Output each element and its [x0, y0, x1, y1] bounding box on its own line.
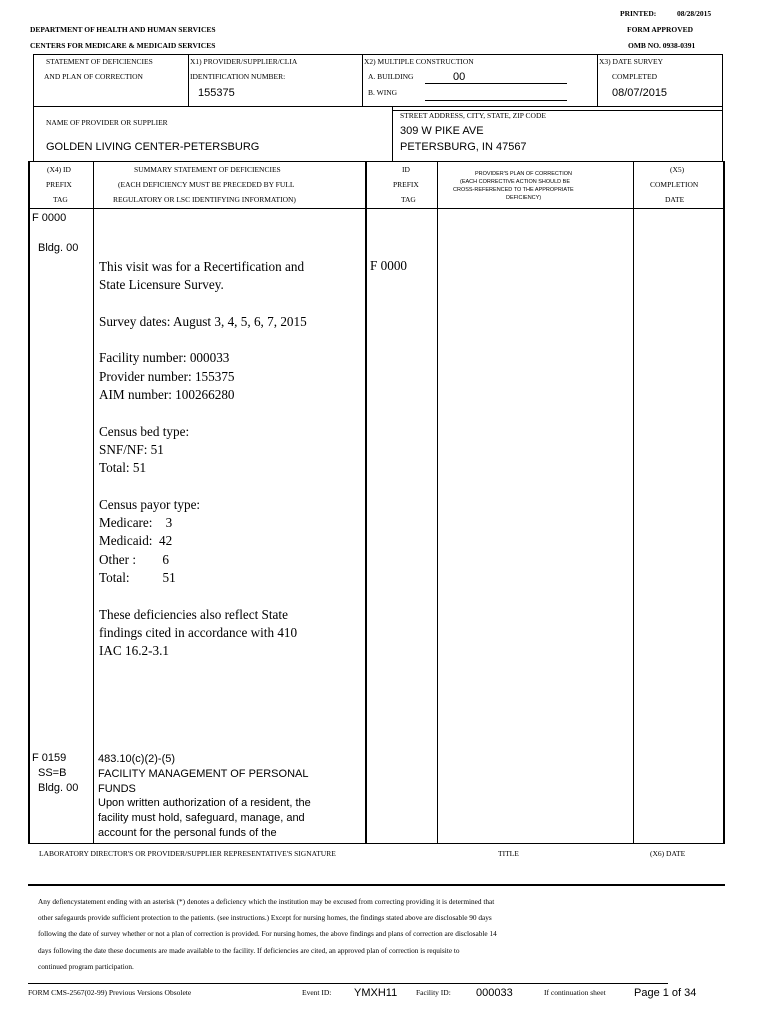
- x3-label-2: COMPLETED: [612, 72, 657, 81]
- page-number: Page 1 of 34: [634, 987, 697, 999]
- x5-date-label: DATE: [665, 195, 685, 204]
- summary-line: FACILITY MANAGEMENT OF PERSONAL: [98, 767, 309, 780]
- title-label: TITLE: [498, 849, 519, 858]
- plan-label-3: CROSS-REFERENCED TO THE APPROPRIATE: [453, 187, 574, 193]
- plan-label-4: DEFICIENCY): [506, 195, 542, 201]
- facility-id-label: Facility ID:: [416, 988, 451, 997]
- frame-left: [33, 54, 34, 106]
- plan-label: AND PLAN OF CORRECTION: [44, 72, 143, 81]
- deficiency-tag-2: F 0159: [32, 752, 67, 764]
- survey-date-value: 08/07/2015: [612, 87, 668, 99]
- summary-line: Medicaid: 42: [99, 533, 173, 549]
- summary-line: [99, 478, 307, 496]
- scope-severity: SS=B: [38, 767, 67, 779]
- disclaimer-line: following the date of survey whether or not a plan of correction is provided. For nursing homes, the above findings and plans of correction are disclosable 14: [38, 929, 497, 939]
- provider-divider: [392, 106, 393, 161]
- facility-id-value: 000033: [476, 987, 513, 999]
- signature-label: LABORATORY DIRECTOR'S OR PROVIDER/SUPPLIER REPRESENTATIVE'S SIGNATURE: [39, 849, 336, 858]
- summary-line: Upon written authorization of a resident, the: [98, 797, 311, 810]
- summary-line: Other : 6: [99, 551, 169, 567]
- body-bottom-rule: [29, 843, 725, 844]
- statement-label: STATEMENT OF DEFICIENCIES: [46, 57, 153, 66]
- correction-tag-1: F 0000: [370, 258, 408, 273]
- wing-label: B. WING: [368, 88, 398, 97]
- summary-line: [99, 295, 307, 313]
- divider-x2: [362, 54, 363, 106]
- centers-title: CENTERS FOR MEDICARE & MEDICAID SERVICES: [30, 41, 216, 50]
- provider-right: [722, 106, 723, 161]
- continuation-label: If continuation sheet: [544, 988, 606, 997]
- provider-name-label: NAME OF PROVIDER OR SUPPLIER: [46, 118, 168, 127]
- address-line-1: 309 W PIKE AVE: [400, 125, 484, 137]
- x4-id-label: (X4) ID: [47, 165, 71, 174]
- summary-line: State Licensure Survey.: [99, 277, 224, 293]
- x1-label: X1) PROVIDER/SUPPLIER/CLIA: [190, 57, 298, 66]
- signature-rule: [28, 884, 725, 886]
- summary-line: FUNDS: [98, 782, 136, 795]
- summary-line: Survey dates: August 3, 4, 5, 6, 7, 2015: [99, 313, 307, 329]
- x3-label: X3) DATE SURVEY: [599, 57, 663, 66]
- column-header-bottom: [29, 208, 725, 209]
- summary-line: facility must hold, safeguard, manage, and: [98, 812, 305, 825]
- address-label: STREET ADDRESS, CITY, STATE, ZIP CODE: [400, 111, 546, 120]
- disclaimer-line: Any defiencystatement ending with an asterisk (*) denotes a deficiency which the institution may be excused from correcting providing it is determined that: [38, 897, 495, 906]
- summary-line: These deficiencies also reflect State: [99, 606, 288, 622]
- col-divider-3: [437, 161, 438, 844]
- col-divider-2: [365, 161, 367, 844]
- disclaimer-line: other safegaurds provide sufficient protection to the patients. (see instructions.) Except for nursing homes, the findings stated above are disclosable 90 days: [38, 913, 492, 923]
- x6-date-label: (X6) DATE: [650, 849, 686, 858]
- omb-number: OMB NO. 0938-0391: [628, 41, 696, 50]
- completion-label: COMPLETION: [650, 180, 699, 189]
- summary-line: [99, 331, 307, 349]
- summary-line: [99, 587, 307, 605]
- summary-label-2: (EACH DEFICIENCY MUST BE PRECEDED BY FULL: [118, 180, 295, 189]
- footer-rule: [28, 983, 668, 984]
- top-rule: [33, 54, 723, 55]
- x4-tag-label: TAG: [53, 195, 68, 204]
- summary-line: 483.10(c)(2)-(5): [98, 753, 176, 765]
- summary-line: Medicare: 3: [99, 515, 173, 531]
- x2-label: X2) MULTIPLE CONSTRUCTION: [364, 57, 474, 66]
- id-label: ID: [402, 165, 410, 174]
- building-tag-1: Bldg. 00: [38, 242, 79, 254]
- summary-label-3: REGULATORY OR LSC IDENTIFYING INFORMATION): [113, 195, 296, 204]
- summary-line: Total: 51: [99, 460, 147, 476]
- summary-line: This visit was for a Recertification and: [99, 259, 305, 274]
- body-right-border: [723, 161, 725, 844]
- printed-date: 08/28/2015: [677, 9, 712, 18]
- summary-line: IAC 16.2-3.1: [99, 643, 169, 659]
- body-left-border: [28, 161, 30, 844]
- col-divider-1: [93, 161, 94, 844]
- summary-text-1: [99, 258, 307, 661]
- summary-line: [99, 404, 307, 422]
- disclaimer: [38, 894, 497, 975]
- event-id-label: Event ID:: [302, 988, 332, 997]
- building-tag-2: Bldg. 00: [38, 782, 79, 794]
- x4-prefix-label: PREFIX: [46, 180, 72, 189]
- summary-line: Census payor type:: [99, 496, 201, 512]
- frame-right: [722, 54, 723, 106]
- form-number: FORM CMS-2567(02-99) Previous Versions Obsolete: [28, 988, 192, 997]
- x5-label: (X5): [670, 165, 685, 174]
- plan-label-2: (EACH CORRECTIVE ACTION SHOULD BE: [460, 179, 571, 185]
- summary-line: Total: 51: [99, 570, 176, 586]
- summary-line: account for the personal funds of the: [98, 826, 277, 839]
- building-label: A. BUILDING: [368, 72, 414, 81]
- plan-label-1: PROVIDER'S PLAN OF CORRECTION: [475, 171, 573, 177]
- building-value: 00: [453, 71, 466, 83]
- divider-x3: [597, 54, 598, 106]
- divider-x1: [188, 54, 189, 106]
- summary-text-2: [98, 752, 311, 841]
- disclaimer-line: continued program participation.: [38, 961, 134, 971]
- address-line-2: PETERSBURG, IN 47567: [400, 141, 527, 153]
- provider-id-value: 155375: [198, 87, 235, 99]
- summary-line: AIM number: 100266280: [99, 387, 235, 403]
- form-approved: FORM APPROVED: [627, 25, 694, 34]
- x1-label-2: IDENTIFICATION NUMBER:: [190, 72, 286, 81]
- summary-line: Census bed type:: [99, 423, 190, 439]
- disclaimer-line: days following the date these documents are made available to the facility. If deficiencies are cited, an approved plan of correction is requisite to: [38, 945, 460, 955]
- summary-line: Facility number: 000033: [99, 350, 230, 366]
- department-title: DEPARTMENT OF HEALTH AND HUMAN SERVICES: [30, 25, 216, 34]
- summary-line: SNF/NF: 51: [99, 441, 164, 457]
- summary-line: findings cited in accordance with 410: [99, 624, 298, 640]
- provider-left: [33, 106, 34, 161]
- column-header-top: [29, 161, 725, 162]
- id-tag-label: TAG: [401, 195, 416, 204]
- printed-label: PRINTED:: [620, 9, 657, 18]
- provider-name-value: GOLDEN LIVING CENTER-PETERSBURG: [46, 141, 260, 153]
- top-box-bottom: [33, 106, 723, 107]
- building-underline: [425, 83, 567, 84]
- summary-label-1: SUMMARY STATEMENT OF DEFICIENCIES: [134, 165, 281, 174]
- summary-line: Provider number: 155375: [99, 368, 235, 384]
- deficiency-tag-1: F 0000: [32, 212, 67, 224]
- event-id-value: YMXH11: [354, 987, 398, 999]
- col-divider-4: [633, 161, 634, 844]
- id-prefix-label: PREFIX: [393, 180, 419, 189]
- wing-underline: [425, 100, 567, 101]
